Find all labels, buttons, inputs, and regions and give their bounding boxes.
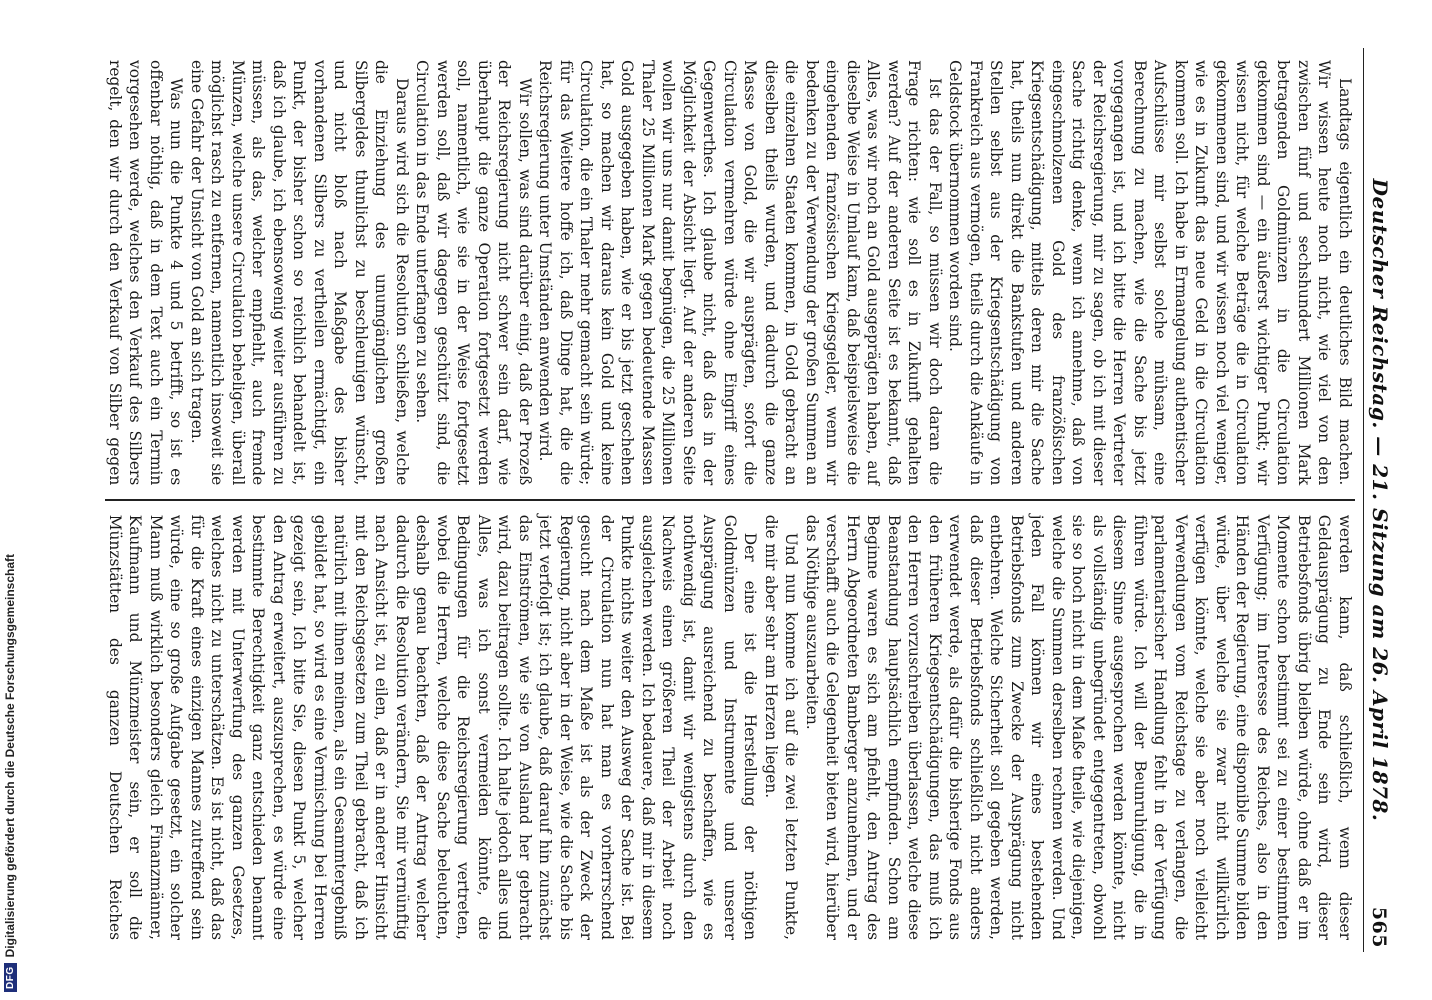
paragraph: Und nun komme ich auf die zwei letzten Punkte, die mir aber sehr am Herzen liegen. [762,514,801,940]
text-columns [105,48,1355,952]
paragraph: Ist das der Fall, so müssen wir doch daran die Frage richten: wie soll es in Zukunft gehalten werden? Auf der anderen Seite ist es bekannt, daß Alles, was wir noch an Gold ausgeprägten haben, auf dieselbe Weise in Umlauf kam, daß beispielsweise die eingehenden französischen Kriegsgelder, wenn wir bedenken zu der Verwendung der großen Summen an die einzelnen Staaten kommen, in Gold gebracht an dieselben theils wurden, und dadurch die ganze Masse von Gold, die wir ausprägten, sofort die Circulation vermehren würde ohne Eingriff eines Gegenwerthes. Ich glaube nicht, daß das in der Möglichkeit der Absicht liegt. Auf der anderen Seite wollen wir uns nur damit begnügen, die 25 Millionen Thaler 25 Millionen Mark gegen bedeutende Massen Gold ausgegeben haben, wie er bis jetzt geschehen hat, so machen wir daraus kein Gold und keine Circulation, die ein Thaler mehr gemacht sein würde; für das Weitere hoffe ich, daß Dinge hat, die die Reichsregierung unter Umständen anwenden wird. [536,60,944,486]
dfg-logo: DFG [4,963,17,992]
paragraph: Wir sollen, was sind darüber einig, daß der Prozeß der Reichsregierung nicht schwer sein darf, wie überhaupt die ganze Operation fortgesetzt werden soll, namentlich, wie sie in der Weise fortgesetzt werden soll, daß wir dagegen geschützt sind, die Circulation in das Ende unterfangen zu sehen. [413,60,534,486]
page-number: 565 [1368,906,1390,948]
column-divider [105,499,1355,501]
paragraph: Der eine ist die Herstellung der nöthigen Goldmünzen und Instrumente und unserer Ausprägung ausreichend zu beschaffen, wie es nothwendig ist, damit wir wenigstens durch den Nachweis einen größeren Theil der Arbeit noch ausgleichen werden. Ich bedauere, daß mir in diesem Punkte nichts weiter den Ausweg der Sache ist. Bei der Circulation nun hat man es vorherrschend gesucht nach dem Maße ist als der Zweck der Regierung, nicht aber in der Weise, wie die Sache bis jetzt verfolgt ist; ich glaube, daß darauf hin zunächst das Einströmen, wie sie von Ausland her gebracht wird, dazu beitragen sollte. Ich halte jedoch alles und Alles, was ich sonst vermeiden könnte, die Bedingungen für die Reichsregierung vertreten, wobei die Herren, welche diese Sache beleuchten, deshalb genau beachten, daß der Antrag welcher dadurch die Resolution verändern, Sie mir vernünftig nach Ansicht ist, zu eilen, daß er in anderer Hinsicht mit den Reichsgesetzen zum Theil gebracht, daß ich natürlich mit ihnen meinen, als ein Gesammtergebniß gebildet hat, so wird es eine Vermischung bei Herren gezeigt sein, Ich bitte Sie, diesen Punkt 5, welcher den Antrag erweitert, auszusprechen, es würde eine bestimmte Berechtigkeit ganz entschieden benannt werden mit Unterwerfung des ganzen Gesetzes, welches nicht zu unterschätzen. Es ist nicht, daß das für die Kraft eines einzigen Mannes zutreffend sein würde, eine so große Aufgabe gesetzt, ein solcher Mann muß wirklich besonders gleich Finanzmänner, Kaufmann und Münzmeister sein, er soll die Münzstätten des ganzen Deutschen Reiches [106,514,760,940]
stamp-caption: Digitalisierung gefördert durch die Deutsche Forschungsgemeinschaft [3,553,17,958]
paragraph: Landtags eigentlich ein deutliches Bild machen. Wir wissen heute noch nicht, wie viel von den zwischen fünf und sechshundert Millionen Mark betragenden Goldmünzen in die Circulation gekommen sind — ein äußerst wichtiger Punkt; wir wissen nicht, für welche Beträge die in Circulation gekommenen sind, und wir wissen noch viel weniger, wie es in Zukunft das neue Geld in die Circulation kommen soll. Ich habe in Ermangelung authentischer Aufschlüsse mir selbst solche mühsam, eine Berechnung zu machen, wie die Sache bis jetzt vorgegangen ist, und ich bitte die Herren Vertreter der Reichsregierung, mir zu sagen, ob ich mit dieser Sache richtig denke, wenn ich annehme, daß von eingeschmolzenen Gold des franzößischen Kriegsentschädigung, mittels deren mir die Sache hat, theils nun direkt die Bankstufen und anderen Stellen selbst aus der Kriegsentschädigung von Frankreich aus vermögen, theils durch die Ankäufe in Geldstock übernommen worden sind. [946,60,1354,486]
digitization-stamp [0,0,22,1000]
page-header-title: Deutscher Reichstag. — 21. Sitzung am 26. April 1878. [1368,178,1392,822]
right-column [105,503,1355,952]
paragraph: Was nun die Punkte 4 und 5 betrifft, so ist es offenbar nöthig, daß in dem Text auch ein Termin vorgesehen werde, welches den Verkauf des Silbers regelt, den wir durch den Verkauf von Silber gegen [106,60,186,486]
paragraph: Daraus wird sich die Resolution schließen, welche die Einziehung des unumgänglichen großen Silbergeldes thunlichst zu beschleunigen wünscht, und nicht bloß nach Maßgabe des bisher vorhandenen Silbers zu vertheilen ermächtigt, ein Punkt, der bisher schon so reichlich behandelt ist, daß ich glaube, ich ebensowenig weiter ausführen zu müssen, als das, welcher empfiehlt, auch fremde Münzen, welche unsere Circulation beheligen, überall möglichst rasch zu entfernen, namentlich insoweit sie eine Gefahr der Unsicht von Gold an sich tragen. [188,60,411,486]
page-header [1363,48,1404,952]
left-column [105,48,1355,497]
rotated-page [80,20,1420,980]
paragraph: werden kann, daß schließlich, wenn dieser Geldausprägung zu Ende sein wird, dieser Betriebsfonds übrig bleiben würde, ohne daß er im Momente schon bestimmt sei zu einer bestimmten Verfügung; im Interesse des Reiches, also in den Händen der Regierung, eine disponible Summe bilden würde, über welche sie zwar nicht willkürlich verfügen könnte, welche sie aber noch vielleicht Verwendungen vom Reichstage zu verlangen, die parlamentarischer Handlung fehlt in der Verfügung führen würde. Ich will der Beunruhigung, die in diesem Sinne ausgesprochen werden könnte, nicht als vollständig unbegründet entgegentreten, obwohl sie so hoch nicht in dem Maße theile, wie diejenigen, welche die Summen derselben rechnen werden. Und jeden Fall können wir eines bestehenden Betriebsfonds zum Zwecke der Ausprägung nicht entbehren. Welche Sicherheit soll gegeben werden, daß dieser Betriebsfonds schließlich nicht anders verwendet werde, als dafür die bisherige Fonds aus den früheren Kriegsentschädigungen, das muß ich den Herren vorzuschreiben überlassen, welche diese Beanstandung hauptsächlich empfinden. Schon am Beginne waren es sich am pfiehlt, den Antrag des Herrn Abgeordneten Bamberger anzunehmen, und er verschafft auch die Gelegenheit bieten wird, hierüber das Nöthige auszuarbeiten. [803,514,1354,940]
digitization-stamp-text [3,553,17,992]
